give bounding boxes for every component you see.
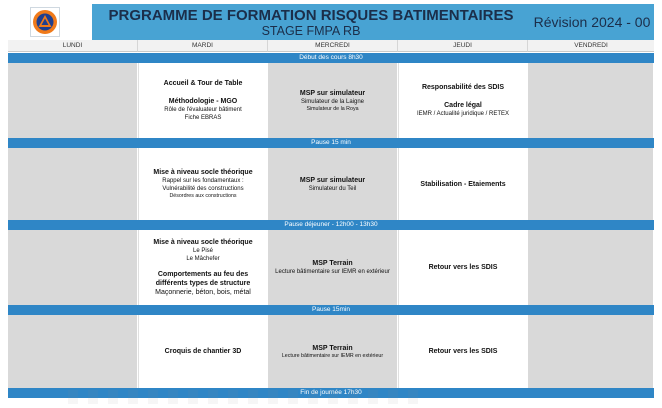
session-cell-jeudi <box>398 230 528 305</box>
empty-cell <box>8 315 138 388</box>
civil-security-logo <box>30 7 60 37</box>
session-cell-jeudi <box>398 315 528 388</box>
session-detail: Le Mâchefer <box>186 256 220 262</box>
civil-security-icon <box>31 8 59 36</box>
watermark-decoration <box>68 390 428 404</box>
session-detail: Vulnérabilité des constructions <box>162 186 244 192</box>
session-cell-mardi <box>138 148 268 220</box>
session-detail: Le Pisé <box>192 248 213 254</box>
session-cell-mercredi <box>268 315 398 388</box>
session-cell-jeudi <box>398 63 528 138</box>
session-cell-mercredi <box>268 63 398 138</box>
session-detail: Rôle de l'évaluateur bâtiment <box>164 107 242 113</box>
session-title: Retour vers les SDIS <box>428 264 498 271</box>
session-title: différents types de structure <box>155 280 251 287</box>
empty-cell <box>8 148 138 220</box>
session-title: MSP Terrain <box>312 260 353 267</box>
title-cell <box>92 4 530 40</box>
session-detail: Désordres aux constructions <box>169 193 237 199</box>
session-cell-mardi <box>138 63 268 138</box>
day-header-row <box>8 40 654 52</box>
session-detail: Rappel sur les fondamentaux : <box>162 178 244 184</box>
session-row-2 <box>8 148 654 220</box>
pause-bar-1: Pause 15 min <box>8 138 654 148</box>
session-cell-mardi <box>138 230 268 305</box>
session-title: Comportements au feu des <box>157 271 249 278</box>
session-cell-mercredi <box>268 148 398 220</box>
session-title: Croquis de chantier 3D <box>164 348 242 355</box>
session-title: Méthodologie - MGO <box>168 98 238 105</box>
session-detail: Simulateur de la Laigne <box>300 98 365 105</box>
session-row-1 <box>8 63 654 138</box>
day-header-jeudi: JEUDI <box>398 40 528 52</box>
day-header-vendredi: VENDREDI <box>528 40 654 52</box>
day-header-mercredi: MERCREDI <box>268 40 398 52</box>
session-detail: Simulateur du Teil <box>308 185 357 192</box>
start-bar: Début des cours 8h30 <box>8 53 654 63</box>
session-row-3 <box>8 230 654 305</box>
session-title: MSP sur simulateur <box>299 176 366 184</box>
session-title: Retour vers les SDIS <box>428 348 498 355</box>
empty-cell <box>8 230 138 305</box>
pause-bar-2: Pause 15min <box>8 305 654 315</box>
session-cell-mercredi <box>268 230 398 305</box>
session-detail: Lecture bâtimentaire sur IEMR en extérieur <box>275 269 390 275</box>
session-title: MSP Terrain <box>312 344 353 352</box>
lunch-bar: Pause déjeuner - 12h00 - 13h30 <box>8 220 654 230</box>
revision-label: Révision 2024 - 00 <box>530 4 654 40</box>
session-detail: Lecture bâtimentaire sur IEMR en extérieur <box>281 352 384 359</box>
page-subtitle: STAGE FMPA RB <box>261 24 361 38</box>
end-bar: Fin de journée 17h30 <box>8 388 654 398</box>
session-title: MSP sur simulateur <box>299 89 366 97</box>
session-title: Stabilisation - Etaiements <box>420 180 506 188</box>
session-cell-mardi <box>138 315 268 388</box>
session-title: Mise à niveau socle théorique <box>153 239 253 246</box>
session-detail: Fiche EBRAS <box>184 115 222 121</box>
empty-cell <box>528 148 654 220</box>
day-header-lundi: LUNDI <box>8 40 138 52</box>
empty-cell <box>528 63 654 138</box>
schedule-sheet <box>8 4 654 404</box>
empty-cell <box>528 230 654 305</box>
page-title: PRGRAMME DE FORMATION RISQUES BATIMENTAIRES <box>108 7 514 24</box>
empty-cell <box>528 315 654 388</box>
session-cell-jeudi <box>398 148 528 220</box>
logo-cell <box>8 4 92 40</box>
session-title: Mise à niveau socle théorique <box>153 169 253 176</box>
session-title: Responsabilité des SDIS <box>421 84 505 91</box>
session-detail: Maçonnerie, béton, bois, métal <box>155 289 251 296</box>
session-title: Accueil & Tour de Table <box>163 80 243 87</box>
session-detail: IEMR / Actualité juridique / RETEX <box>416 111 510 117</box>
day-header-mardi: MARDI <box>138 40 268 52</box>
session-row-4 <box>8 315 654 388</box>
session-title: Cadre légal <box>444 102 482 109</box>
empty-cell <box>8 63 138 138</box>
session-detail: Simulateur de la Roya <box>306 105 359 112</box>
